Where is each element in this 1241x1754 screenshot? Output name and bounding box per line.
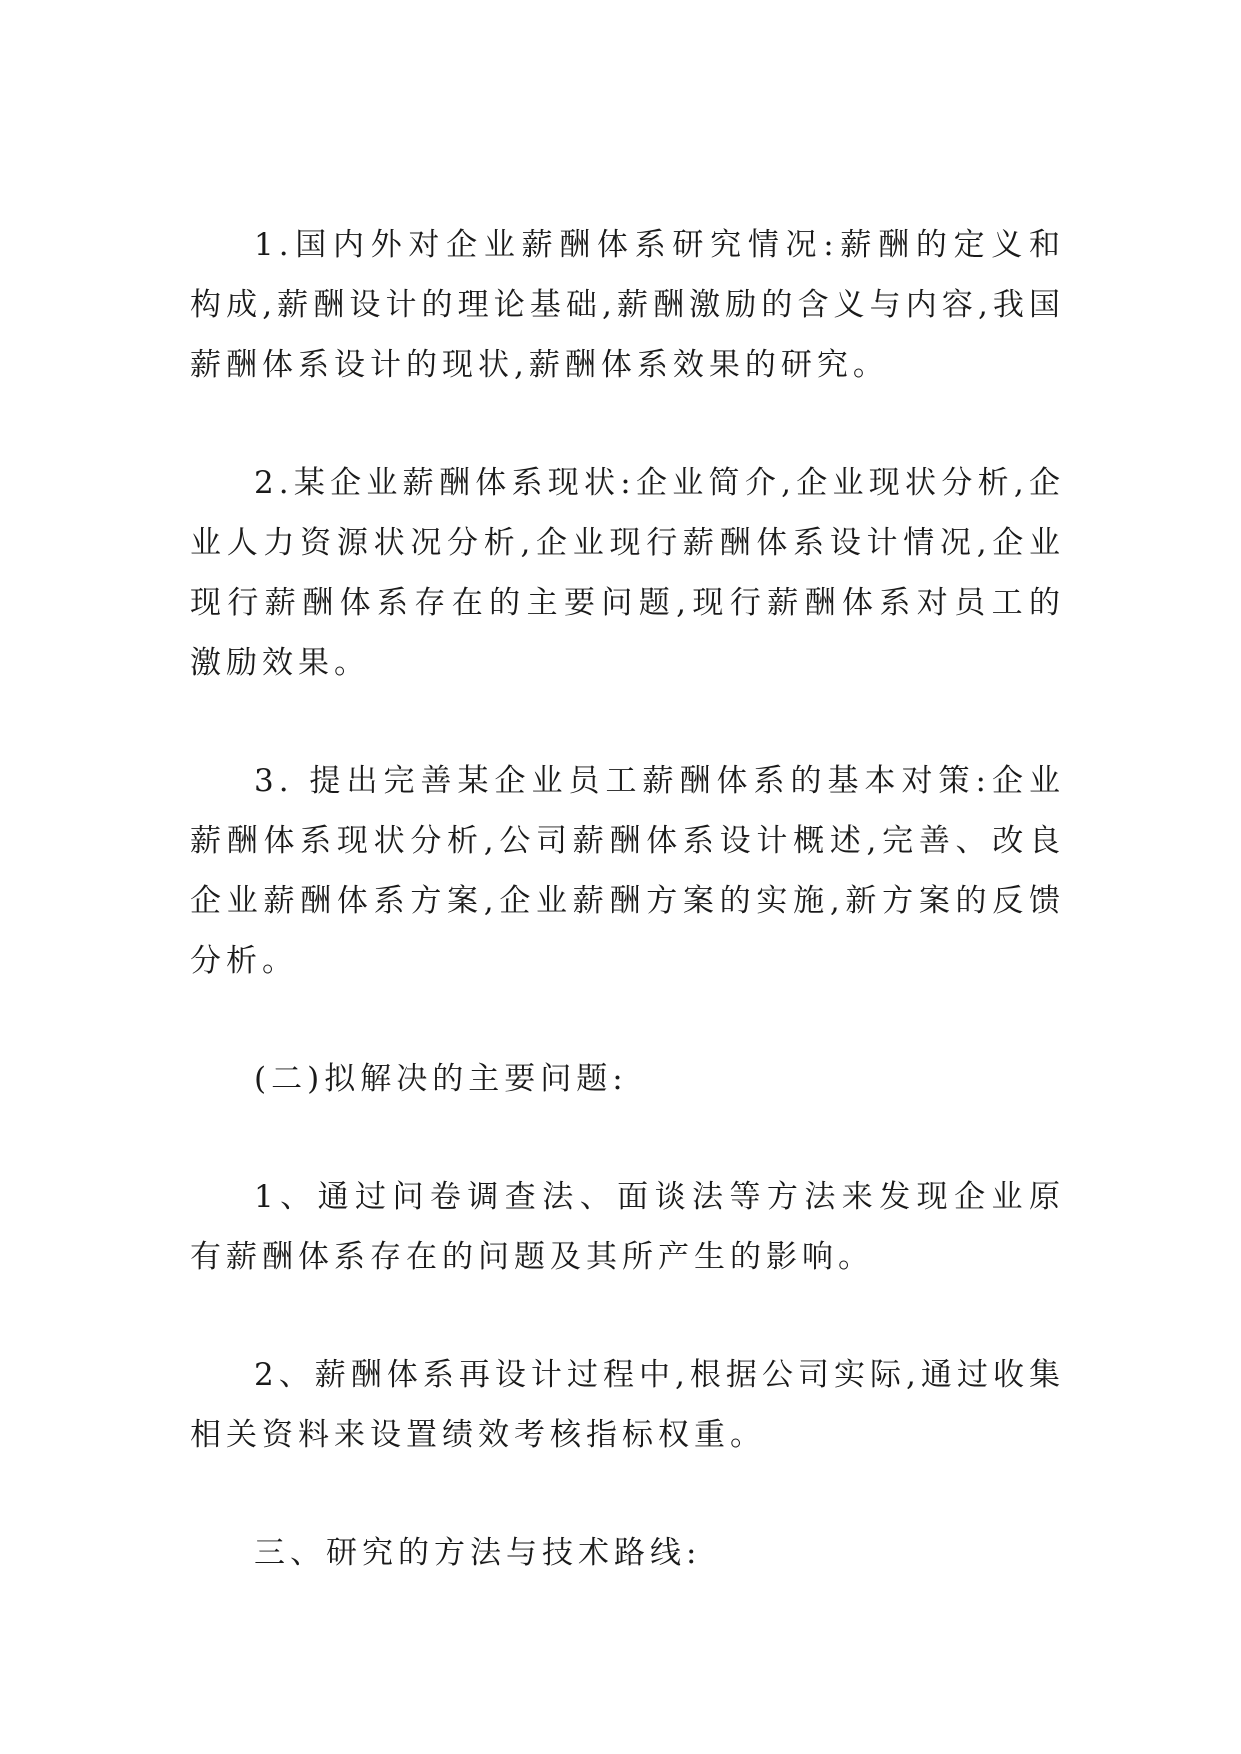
section-heading-problems: (二)拟解决的主要问题: (254, 1061, 628, 1097)
paragraph-problem-2: 2、薪酬体系再设计过程中,根据公司实际,通过收集相关资料来设置绩效考核指标权重。 (190, 1357, 1065, 1453)
paragraph-countermeasures: 3. 提出完善某企业员工薪酬体系的基本对策:企业薪酬体系现状分析,公司薪酬体系设计概述,完善、改良企业薪酬体系方案,企业薪酬方案的实施,新方案的反馈分析。 (190, 763, 1065, 979)
paragraph-problem-1: 1、通过问卷调查法、面谈法等方法来发现企业原有薪酬体系存在的问题及其所产生的影响。 (190, 1179, 1065, 1275)
document-body (190, 215, 1065, 1641)
paragraph-research-status: 1.国内外对企业薪酬体系研究情况:薪酬的定义和构成,薪酬设计的理论基础,薪酬激励的含义与内容,我国薪酬体系设计的现状,薪酬体系效果的研究。 (190, 227, 1065, 383)
section-heading-methods: 三、研究的方法与技术路线: (254, 1535, 702, 1571)
paragraph-current-system: 2.某企业薪酬体系现状:企业简介,企业现状分析,企业人力资源状况分析,企业现行薪酬体系设计情况,企业现行薪酬体系存在的主要问题,现行薪酬体系对员工的激励效果。 (190, 465, 1065, 681)
